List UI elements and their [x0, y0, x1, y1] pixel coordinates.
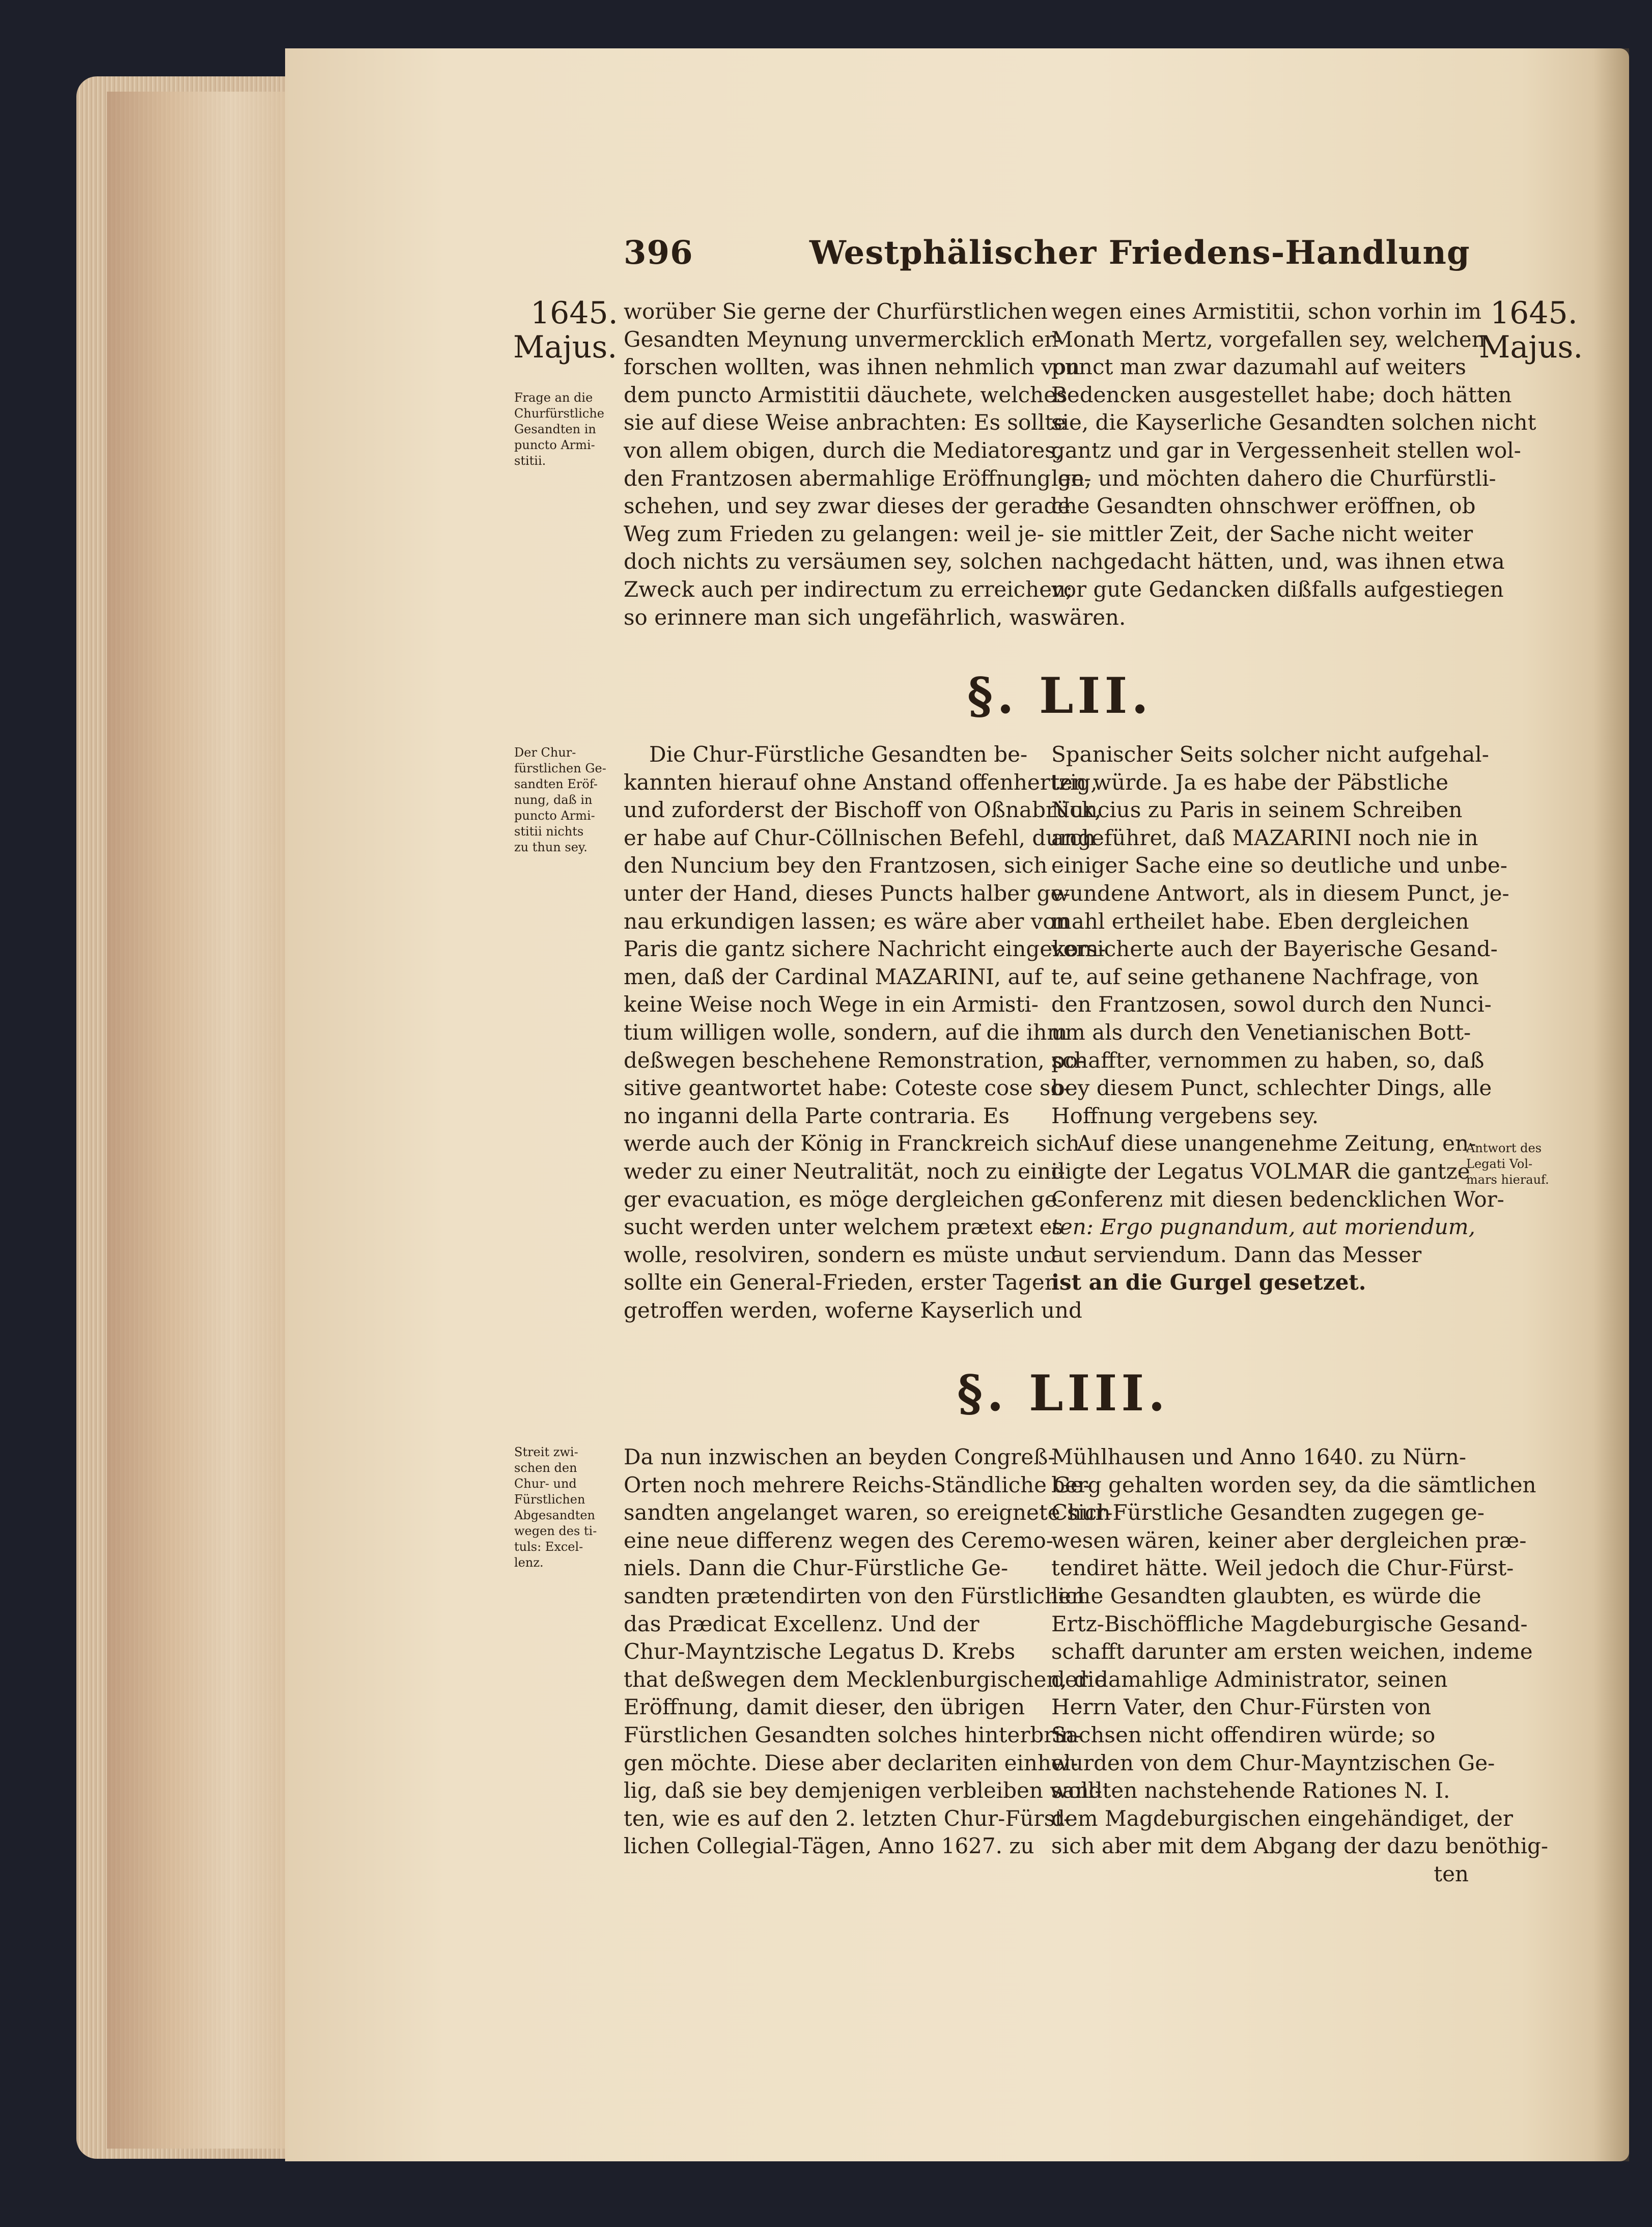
text-line: Spanischer Seits solcher nicht aufgehal-: [1051, 742, 1489, 767]
page-number: 396: [624, 234, 693, 272]
text-line: getroffen werden, woferne Kayserlich und: [624, 1297, 1082, 1323]
text-line: Paris die gantz sichere Nachricht eingekom-: [624, 936, 1106, 962]
text-line: den Nuncium bey den Frantzosen, sich: [624, 853, 1048, 878]
text-line: tendiret hätte. Weil jedoch die Chur-Fürst-: [1051, 1555, 1514, 1581]
margin-note-armistitium-question: Frage an die Churfürstliche Gesandten in puncto Armi- stitii.: [514, 391, 604, 468]
text-line: sucht werden unter welchem prætext es: [624, 1214, 1063, 1240]
text-line: einiger Sache eine so deutliche und unbe-: [1051, 853, 1507, 878]
text-line: Fürstlichen Gesandten solches hinterbrin-: [624, 1722, 1082, 1747]
year-left: 1645.: [530, 295, 618, 331]
margin-note-excellenz-dispute: Streit zwi- schen den Chur- und Fürstlichen Abgesandten wegen des ti- tuls: Excel- lenz.: [514, 1445, 597, 1570]
text-line: lichen Collegial-Tägen, Anno 1627. zu: [624, 1833, 1034, 1859]
text-line: wurden von dem Chur-Mayntzischen Ge-: [1051, 1750, 1495, 1775]
text-column-c-left: [624, 1443, 1111, 1871]
month-right: Majus.: [1479, 329, 1583, 365]
text-line: Nuncius zu Paris in seinem Schreiben: [1051, 797, 1463, 823]
text-line: tium willigen wolle, sondern, auf die ihm: [624, 1019, 1068, 1045]
text-line: niels. Dann die Chur-Fürstliche Ge-: [624, 1555, 1009, 1581]
text-line: dem puncto Armistitii däuchete, welches: [624, 382, 1068, 407]
text-line: Herrn Vater, den Chur-Fürsten von: [1051, 1694, 1432, 1720]
text-line: Sachsen nicht offendiren würde; so: [1051, 1722, 1436, 1747]
text-line: angeführet, daß MAZARINI noch nie in: [1051, 825, 1478, 850]
text-line: Eröffnung, damit dieser, den übrigen: [624, 1694, 1025, 1720]
text-line: kannten hierauf ohne Anstand offenhertzig,: [624, 769, 1098, 795]
text-line: Monath Mertz, vorgefallen sey, welchen: [1051, 326, 1486, 352]
text-line: wegen eines Armistitii, schon vorhin im: [1051, 299, 1482, 324]
text-line: ten: Ergo pugnandum, aut moriendum,: [1051, 1214, 1475, 1240]
text-line: ten: [1434, 1861, 1469, 1886]
text-line: sollte ein General-Frieden, erster Tagen: [624, 1270, 1058, 1295]
text-line: Da nun inzwischen an beyden Congreß-: [624, 1444, 1055, 1469]
text-line: Zweck auch per indirectum zu erreichen;: [624, 576, 1073, 602]
text-line: Bedencken ausgestellet habe; doch hätten: [1051, 382, 1512, 407]
text-line: Orten noch mehrere Reichs-Ständliche Ge-: [624, 1472, 1090, 1497]
text-line: liche Gesandten glaubten, es würde die: [1051, 1583, 1481, 1608]
text-line: und zuforderst der Bischoff von Oßnabrück,: [624, 797, 1102, 823]
text-line: Weg zum Frieden zu gelangen: weil je-: [624, 521, 1045, 546]
text-line: deßwegen beschehene Remonstration, po-: [624, 1047, 1085, 1073]
text-line: der damahlige Administrator, seinen: [1051, 1666, 1448, 1692]
text-line: sie, die Kayserliche Gesandten solchen nicht: [1051, 410, 1536, 435]
text-line: Hoffnung vergebens sey.: [1051, 1103, 1319, 1128]
text-line: te, auf seine gethanene Nachfrage, von: [1051, 964, 1479, 989]
text-line: sitive geantwortet habe: Coteste cose so-: [624, 1075, 1071, 1101]
text-line: sandten nachstehende Rationes N. I.: [1051, 1778, 1450, 1803]
text-line: weder zu einer Neutralität, noch zu eini-: [624, 1158, 1065, 1184]
text-line: von allem obigen, durch die Mediatores,: [624, 437, 1063, 463]
page-right-shadow: [1593, 48, 1629, 2161]
text-line: sie auf diese Weise anbrachten: Es sollte: [624, 410, 1066, 435]
text-line: ten, wie es auf den 2. letzten Chur-Fürst-: [624, 1805, 1071, 1831]
text-line: versicherte auch der Bayerische Gesand-: [1051, 936, 1498, 962]
text-line: forschen wollten, was ihnen nehmlich von: [624, 354, 1080, 380]
text-line: gen möchte. Diese aber declariten einhel-: [624, 1750, 1078, 1775]
text-line: ist an die Gurgel gesetzet.: [1051, 1270, 1366, 1295]
text-line: sandten prætendirten von den Fürstlichen: [624, 1583, 1085, 1608]
text-line: Mühlhausen und Anno 1640. zu Nürn-: [1051, 1444, 1467, 1469]
text-line: vor gute Gedancken dißfalls aufgestiegen: [1051, 576, 1504, 602]
text-line: no inganni della Parte contraria. Es: [624, 1103, 1010, 1128]
text-line: um als durch den Venetianischen Bott-: [1051, 1019, 1471, 1045]
text-line: den Frantzosen abermahlige Eröffnung ge-: [624, 465, 1091, 491]
text-line: schafft darunter am ersten weichen, indeme: [1051, 1639, 1533, 1664]
text-line: that deßwegen dem Mecklenburgischen, die: [624, 1666, 1107, 1692]
text-line: wären.: [1051, 604, 1126, 630]
text-line: bey diesem Punct, schlechter Dings, alle: [1051, 1075, 1492, 1101]
text-line: so erinnere man sich ungefährlich, was: [624, 604, 1052, 630]
text-line: sandten angelanget waren, so ereignete sich: [624, 1500, 1111, 1525]
text-line: men, daß der Cardinal MAZARINI, auf: [624, 964, 1043, 989]
text-line: wundene Antwort, als in diesem Punct, je-: [1051, 880, 1509, 906]
text-line: digte der Legatus VOLMAR die gantze: [1051, 1158, 1470, 1184]
text-column-c-right: [1051, 1443, 1549, 1899]
text-line: che Gesandten ohnschwer eröffnen, ob: [1051, 493, 1476, 519]
text-line: punct man zwar dazumahl auf weiters: [1051, 354, 1466, 380]
text-line: eine neue differenz wegen des Ceremo-: [624, 1527, 1053, 1553]
text-line: aut serviendum. Dann das Messer: [1051, 1242, 1422, 1267]
text-line: Die Chur-Fürstliche Gesandten be-: [649, 742, 1028, 767]
text-line: len, und möchten dahero die Churfürstli-: [1051, 465, 1496, 491]
text-line: Auf diese unangenehme Zeitung, en-: [1077, 1131, 1476, 1156]
text-line: unter der Hand, dieses Puncts halber ge-: [624, 880, 1071, 906]
text-line: lig, daß sie bey demjenigen verbleiben woll-: [624, 1778, 1102, 1803]
book-gutter: [107, 92, 285, 2149]
text-line: den Frantzosen, sowol durch den Nunci-: [1051, 992, 1492, 1017]
text-line: ten würde. Ja es habe der Päbstliche: [1051, 769, 1449, 795]
year-right: 1645.: [1490, 295, 1578, 331]
text-column-b-left: [624, 741, 1106, 1331]
text-line: nachgedacht hätten, und, was ihnen etwa: [1051, 549, 1505, 574]
text-line: werde auch der König in Franckreich sich: [624, 1131, 1080, 1156]
text-line: Chur-Fürstliche Gesandten zugegen ge-: [1051, 1500, 1485, 1525]
text-line: er habe auf Chur-Cöllnischen Befehl, durch: [624, 825, 1096, 850]
text-line: sich aber mit dem Abgang der dazu benöthig-: [1051, 1833, 1549, 1859]
text-line: Chur-Mayntzische Legatus D. Krebs: [624, 1639, 1016, 1664]
text-line: keine Weise noch Wege in ein Armisti-: [624, 992, 1039, 1017]
text-line: das Prædicat Excellenz. Und der: [624, 1611, 979, 1636]
margin-note-volmar-answer: Antwort des Legati Vol- mars hierauf.: [1466, 1141, 1549, 1187]
section-heading-liii: §. LIII.: [957, 1365, 1169, 1422]
text-line: nau erkundigen lassen; es wäre aber von: [624, 908, 1070, 934]
text-line: dem Magdeburgischen eingehändiget, der: [1051, 1805, 1513, 1831]
month-left: Majus.: [513, 329, 618, 365]
text-line: wesen wären, keiner aber dergleichen præ-: [1051, 1527, 1527, 1553]
section-heading-lii: §. LII.: [967, 667, 1153, 725]
text-line: wolle, resolviren, sondern es müste und: [624, 1242, 1057, 1267]
text-line: berg gehalten worden sey, da die sämtlichen: [1051, 1472, 1536, 1497]
running-head: Westphälischer Friedens-Handlung: [809, 234, 1470, 272]
margin-note-electoral-opening: Der Chur- fürstlichen Ge- sandten Eröf- nung, daß in puncto Armi- stitii nichts zu thun sey.: [514, 745, 606, 854]
text-line: doch nichts zu versäumen sey, solchen: [624, 549, 1043, 574]
text-line: mahl ertheilet habe. Eben dergleichen: [1051, 908, 1469, 934]
text-line: schehen, und sey zwar dieses der gerade: [624, 493, 1071, 519]
text-line: Conferenz mit diesen bedencklichen Wor-: [1051, 1186, 1504, 1212]
text-line: sie mittler Zeit, der Sache nicht weiter: [1051, 521, 1473, 546]
text-line: Ertz-Bischöffliche Magdeburgische Gesand-: [1051, 1611, 1528, 1636]
text-line: ger evacuation, es möge dergleichen ge-: [624, 1186, 1065, 1212]
text-line: worüber Sie gerne der Churfürstlichen: [624, 299, 1048, 324]
text-line: gantz und gar in Vergessenheit stellen wol-: [1051, 437, 1521, 463]
text-line: Gesandten Meynung unvermercklich er-: [624, 326, 1062, 352]
text-line: schaffter, vernommen zu haben, so, daß: [1051, 1047, 1485, 1073]
